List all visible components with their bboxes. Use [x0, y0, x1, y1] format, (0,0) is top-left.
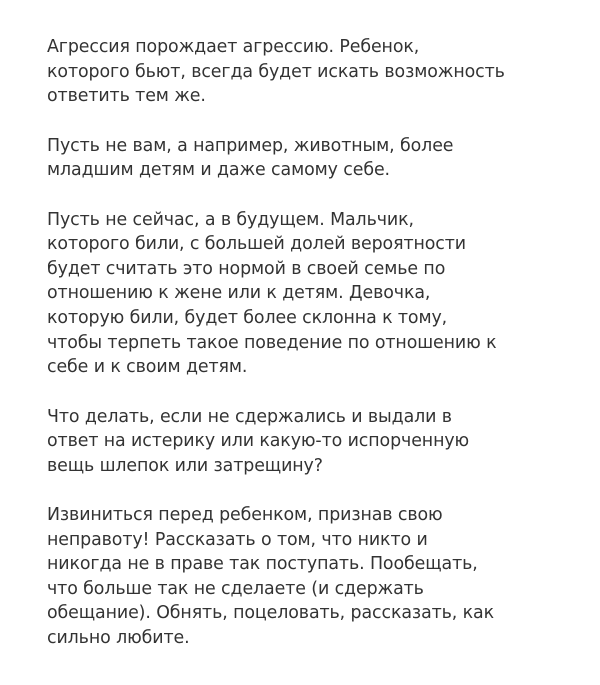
- text-line: обещание). Обнять, поцеловать, рассказать, как: [47, 603, 495, 624]
- paragraph-question: [47, 405, 570, 479]
- text-line: будет считать это нормой в своей семье по: [47, 258, 446, 279]
- text-line: которую били, будет более склонна к тому,: [47, 307, 448, 328]
- paragraph-targets: [47, 134, 570, 183]
- paragraph-future: [47, 208, 570, 380]
- text-line: Извиниться перед ребенком, признав свою: [47, 505, 443, 526]
- text-line: чтобы терпеть такое поведение по отношению к: [47, 332, 497, 353]
- text-line: младшим детям и даже самому себе.: [47, 160, 390, 181]
- text-line: которого бьют, всегда будет искать возможность: [47, 61, 505, 82]
- text-line: Пусть не сейчас, а в будущем. Мальчик,: [47, 209, 414, 230]
- text-line: Агрессия порождает агрессию. Ребенок,: [47, 37, 420, 57]
- text-line: которого били, с большей долей вероятности: [47, 234, 466, 255]
- text-line: вещь шлепок или затрещину?: [47, 455, 323, 476]
- text-line: сильно любите.: [47, 628, 190, 649]
- text-line: что больше так не сделаете (и сдержать: [47, 578, 424, 599]
- text-line: отношению к жене или к детям. Девочка,: [47, 283, 431, 304]
- text-line: себе и к своим детям.: [47, 357, 248, 378]
- text-line: ответить тем же.: [47, 86, 206, 107]
- paragraph-aggression: [47, 35, 570, 109]
- text-line: неправоту! Рассказать о том, что никто и: [47, 529, 428, 550]
- paragraph-answer: [47, 503, 570, 651]
- text-line: никогда не в праве так поступать. Пообещать,: [47, 554, 478, 575]
- text-line: Что делать, если не сдержались и выдали в: [47, 406, 452, 427]
- text-line: ответ на истерику или какую-то испорченную: [47, 431, 470, 452]
- text-line: Пусть не вам, а например, животным, более: [47, 135, 454, 156]
